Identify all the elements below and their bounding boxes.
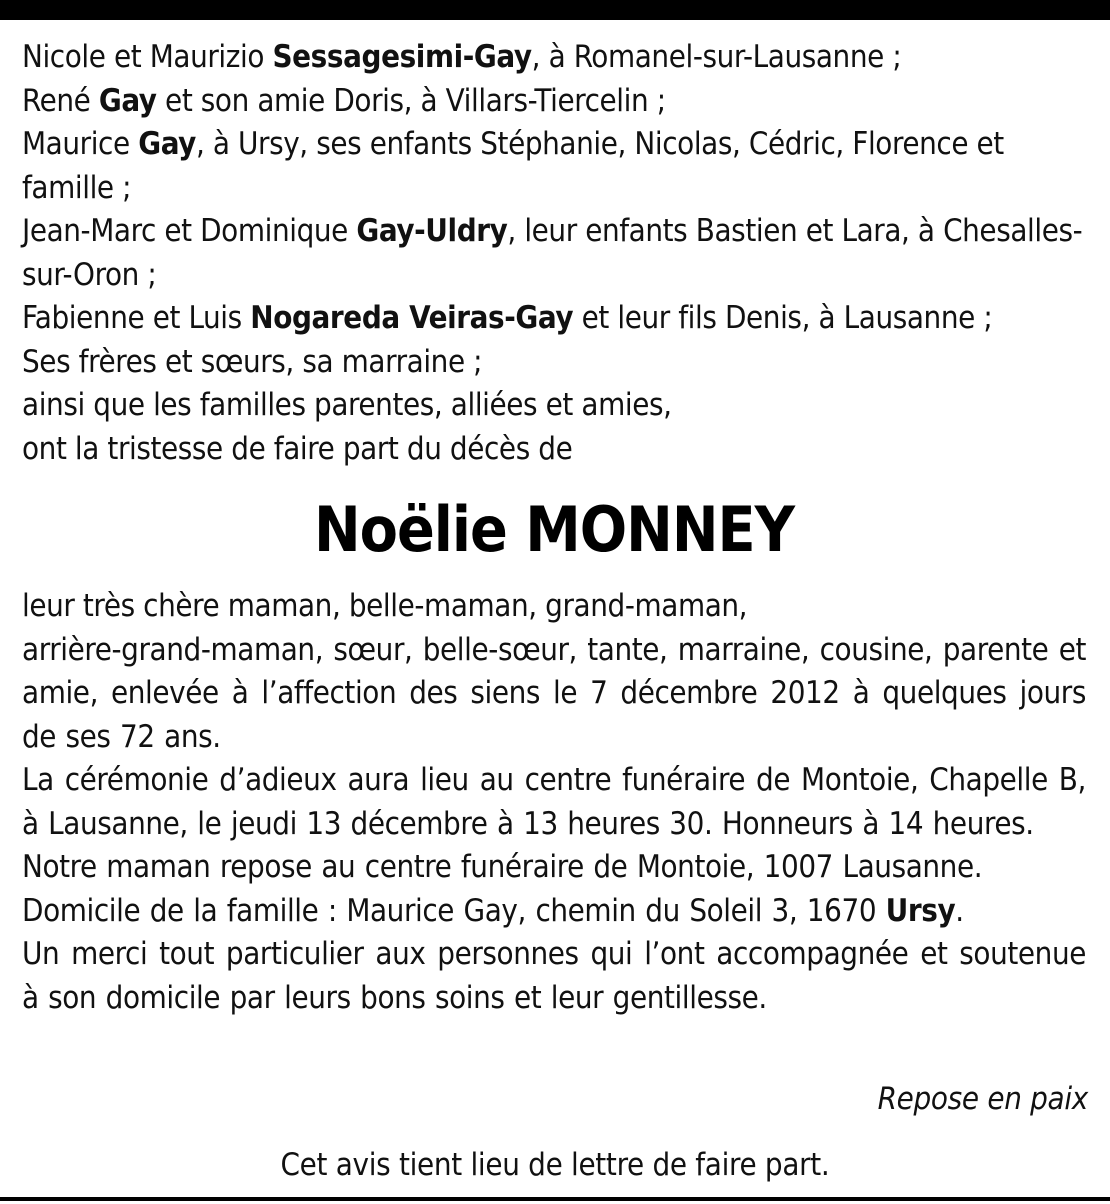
deceased-name: Noëlie MONNEY: [313, 493, 795, 566]
top-border-rule: [0, 0, 1110, 20]
family-line-4: Jean-Marc et Dominique Gay-Uldry, leur enfants Bastien et Lara, à Chesalles-sur-Oron ;: [22, 213, 1083, 293]
obituary-body: [22, 36, 1086, 1020]
ceremony-paragraph: La cérémonie d’adieux aura lieu au centre funéraire de Montoie, Chapelle B, à Lausanne, le jeudi 13 décembre à 13 heures 30. Honneurs à 14 heures.: [22, 762, 1086, 842]
description-paragraph: arrière-grand-maman, sœur, belle-sœur, tante, marraine, cousine, parente et amie, enlevée à l’affection des siens le 7 décembre 2012 à quelques jours de ses 72 ans.: [22, 631, 1086, 755]
family-surname: Gay-Uldry: [356, 213, 508, 249]
footer-note: Cet avis tient lieu de lettre de faire part.: [280, 1147, 830, 1183]
family-line-5: Fabienne et Luis Nogareda Veiras-Gay et leur fils Denis, à Lausanne ;: [22, 300, 993, 336]
family-surname: Gay: [98, 82, 157, 119]
bottom-border-rule: [0, 1197, 1110, 1201]
relatives-line: ainsi que les familles parentes, alliées et amies,: [22, 387, 672, 423]
family-line-1: Nicole et Maurizio Sessagesimi-Gay, à Romanel-sur-Lausanne ;: [22, 39, 902, 75]
thanks-paragraph: Un merci tout particulier aux personnes qui l’ont accompagnée et soutenue à son domicile par leurs bons soins et leur gentillesse.: [22, 936, 1086, 1016]
description-first-line: leur très chère maman, belle-maman, grand-maman,: [22, 588, 748, 624]
siblings-line: Ses frères et sœurs, sa marraine ;: [22, 343, 483, 380]
closing-phrase: Repose en paix: [877, 1081, 1088, 1117]
domicile-line: Domicile de la famille : Maurice Gay, chemin du Soleil 3, 1670 Ursy.: [22, 892, 964, 929]
announcement-line: ont la tristesse de faire part du décès de: [22, 430, 573, 467]
family-surname: Nogareda Veiras-Gay: [250, 300, 574, 336]
family-line-3: Maurice Gay, à Ursy, ses enfants Stéphanie, Nicolas, Cédric, Florence et famille ;: [22, 126, 1004, 206]
family-surname: Gay: [138, 126, 196, 162]
family-surname: Sessagesimi-Gay: [272, 39, 532, 75]
family-line-2: René Gay et son amie Doris, à Villars-Tiercelin ;: [22, 82, 666, 119]
domicile-town: Ursy: [885, 892, 956, 929]
rest-location-line: Notre maman repose au centre funéraire de Montoie, 1007 Lausanne.: [22, 849, 983, 885]
